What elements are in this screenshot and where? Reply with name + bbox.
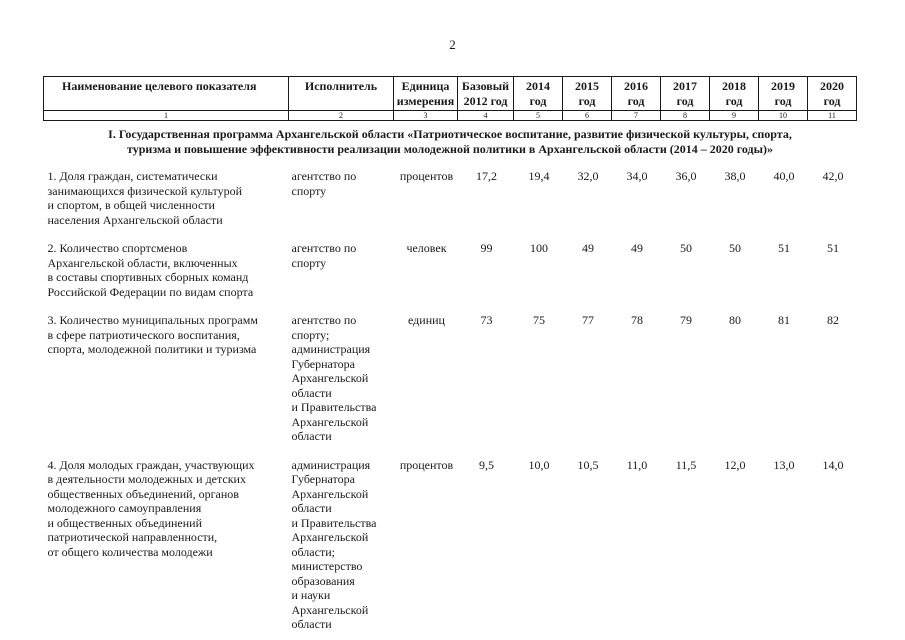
table-row [44,233,857,305]
value-2014: 19,4 [528,169,550,183]
base-value: 99 [480,241,493,255]
unit: процентов [399,169,454,183]
value-2016: 11,0 [626,457,648,472]
table-row [44,450,857,638]
indicator-name: 2. Количество спортсменов Архангельской области, включенных в составы спортивных сборных команд Российской Федерации по видам спорта [47,241,254,299]
column-number: 6 [563,111,612,121]
header-year-2015: 2015 год [563,77,612,111]
header-unit: Единица измерения [394,77,458,111]
value-2019: 81 [778,313,790,327]
executor: агентство по спорту [291,169,357,198]
column-number: 7 [612,111,661,121]
executor: агентство по спорту [291,241,357,270]
table-header-row [44,77,857,111]
header-year-2020: 2020 год [808,77,857,111]
value-2017: 50 [680,241,692,255]
value-2017: 11,5 [675,457,697,472]
value-2019: 51 [778,241,790,255]
column-number: 10 [759,111,808,121]
value-2019: 13,0 [773,457,795,472]
unit: единиц [408,313,445,327]
value-2018: 80 [729,313,741,327]
value-2016: 49 [631,241,643,255]
value-2020: 82 [827,313,839,327]
header-year-2019: 2019 год [759,77,808,111]
table-row [44,161,857,233]
value-2014: 75 [533,313,545,327]
base-value: 9,5 [479,457,494,472]
target-indicators-table [43,76,857,638]
value-2018: 50 [729,241,741,255]
column-number: 5 [514,111,563,121]
column-number: 8 [661,111,710,121]
value-2015: 32,0 [577,169,599,183]
base-value: 73 [480,313,493,327]
value-2014: 100 [530,241,548,255]
column-number: 2 [289,111,394,121]
header-year-2014: 2014 год [514,77,563,111]
base-value: 17,2 [476,169,497,183]
unit: человек [406,241,447,255]
section-title: I. Государственная программа Архангельской области «Патриотическое воспитание, развитие физической культуры, спорта, туризма и повышение эффективности реализации молодежной политики в Архангельской области (2014 – 2020 годы)» [108,127,792,156]
value-2020: 42,0 [822,169,844,183]
unit: процентов [399,457,454,472]
executor: агентство по спорту; администрация Губернатора Архангельской области и Правительства Архангельской области [291,313,377,443]
header-base-year: Базовый 2012 год [458,77,514,111]
indicator-name: 1. Доля граждан, систематически занимающихся физической культурой и спортом, в общей численности населения Архангельской области [47,169,243,227]
value-2020: 51 [827,241,839,255]
value-2015: 10,5 [577,457,599,472]
section-title-row [44,121,857,162]
value-2020: 14,0 [822,457,844,472]
table-row [44,305,857,450]
value-2018: 38,0 [724,169,746,183]
value-2019: 40,0 [773,169,795,183]
value-2018: 12,0 [724,457,746,472]
header-executor: Исполнитель [289,77,394,111]
column-number: 11 [808,111,857,121]
value-2017: 36,0 [675,169,697,183]
page-number: 2 [449,37,456,52]
value-2015: 77 [582,313,594,327]
column-number: 3 [394,111,458,121]
value-2015: 49 [582,241,594,255]
indicator-name: 4. Доля молодых граждан, участвующих в деятельности молодежных и детских общественных объединений, органов молодежного самоуправления и общественных объединений патриотической направленности, от общего количества молодежи [47,457,255,559]
header-year-2016: 2016 год [612,77,661,111]
column-number: 9 [710,111,759,121]
value-2017: 79 [680,313,692,327]
executor: администрация Губернатора Архангельской области и Правительства Архангельской области; министерство образования и науки Архангельской области [291,457,377,631]
column-number-row [44,111,857,121]
column-number: 1 [44,111,289,121]
header-year-2017: 2017 год [661,77,710,111]
header-year-2018: 2018 год [710,77,759,111]
value-2014: 10,0 [528,457,550,472]
indicator-name: 3. Количество муниципальных программ в сфере патриотического воспитания, спорта, молодежной политики и туризма [47,313,258,356]
column-number: 4 [458,111,514,121]
value-2016: 78 [631,313,643,327]
header-indicator-name: Наименование целевого показателя [44,77,289,111]
value-2016: 34,0 [626,169,648,183]
